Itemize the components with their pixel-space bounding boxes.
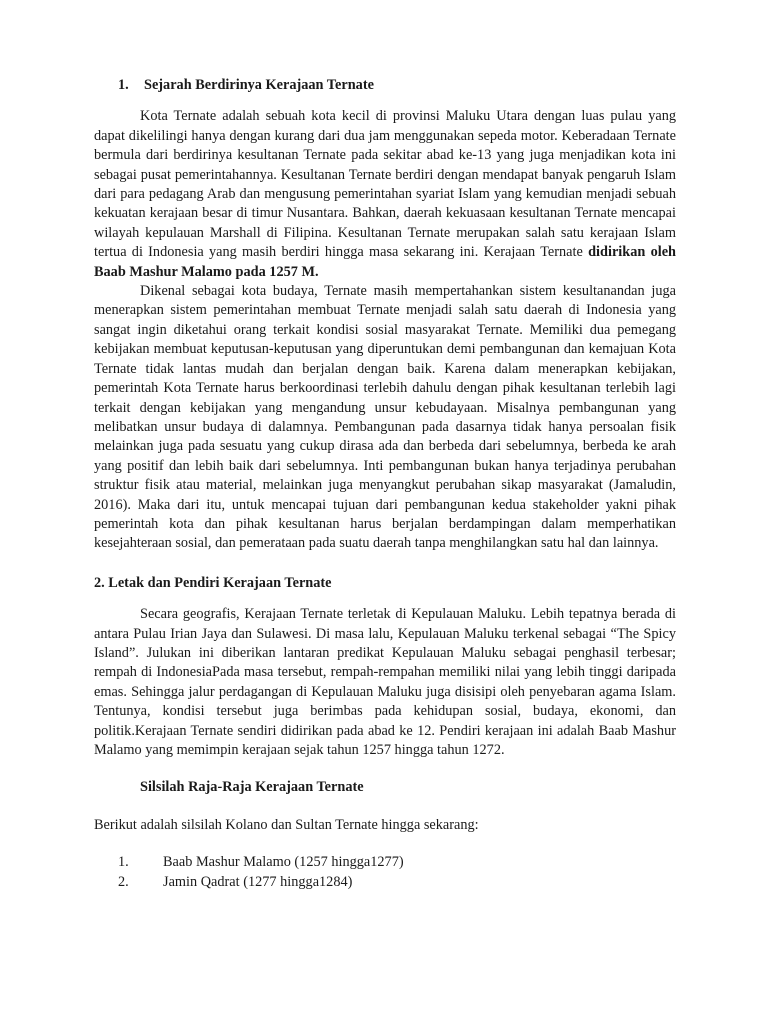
section-1-heading (94, 76, 676, 95)
section-1-paragraph-1-bold: didirikan oleh Baab Mashur Malamo pada 1257 M. (94, 244, 676, 280)
silsilah-intro: Berikut adalah silsilah Kolano dan Sultan Ternate hingga sekarang: (94, 816, 479, 833)
section-1-paragraph-1-text: Kota Ternate adalah sebuah kota kecil di provinsi Maluku Utara dengan luas pulau yang dapat dikelilingi hanya dengan kurang dari dua jam menggunakan sepeda motor. Keberadaan Ternate bermula dari berdirinya kesultanan Ternate pada sekitar abad ke-13 yang juga menjadikan kota ini sebagai pusat pemerintahannya. Kesultanan Ternate berdiri dengan mendapat banyak pengaruh Islam dari para pedagang Arab dan mengusung pemerintahan syariat Islam yang kemudian menjadi sebuah kekuatan kerajaan besar di timur Nusantara. Bahkan, daerah kekuasaan kesultanan Ternate mencapai wilayah kepulauan Marshall di Filipina. Kesultanan Ternate merupakan salah satu kerajaan Islam tertua di Indonesia yang masih berdiri hingga masa sekarang ini. Kerajaan Ternate (94, 108, 676, 261)
silsilah-heading: Silsilah Raja-Raja Kerajaan Ternate (140, 779, 364, 796)
list-item-number: 2. (118, 873, 129, 890)
section-1-title: Sejarah Berdirinya Kerajaan Ternate (144, 77, 374, 93)
section-1-paragraph-1 (94, 107, 676, 282)
section-2-heading: 2. Letak dan Pendiri Kerajaan Ternate (94, 574, 332, 591)
list-item-number: 1. (118, 854, 129, 871)
list-item (94, 873, 676, 892)
list-item (94, 853, 676, 872)
silsilah-list (94, 853, 676, 892)
section-1-number: 1. (118, 77, 129, 93)
list-item-text: Baab Mashur Malamo (1257 hingga1277) (163, 854, 404, 871)
section-1-paragraph-2: Dikenal sebagai kota budaya, Ternate masih mempertahankan sistem kesultanandan juga menerapkan sistem pemerintahan membuat Ternate menjadi salah satu daerah di Indonesia yang sangat ingin diketahui orang terkait kondisi sosial masyarakat Ternate. Memiliki dua pemegang kebijakan membuat keputusan-keputusan yang diperuntukan demi pembangunan dan kemajuan Kota Ternate tidak lantas mudah dan berjalan dengan baik. Karena dalam menerapkan kebijakan, pemerintah Kota Ternate harus berkoordinasi terlebih dahulu dengan pihak kesultanan terlebih lagi terkait dengan kebijakan yang mengandung unsur kebudayaan. Misalnya pembangunan yang melibatkan unsur budaya di dalamnya. Pembangunan pada dasarnya tidak hanya persoalan fisik melainkan juga pada sesuatu yang cukup dirasa ada dan berbeda dari sebelumnya, berbeda ke arah yang positif dan lebih baik dari sebelumnya. Inti pembangunan bukan hanya terjadinya perubahan struktur fisik atau material, melainkan juga menyangkut perubahan sikap masyarakat (Jamaludin, 2016). Maka dari itu, untuk mencapai tujuan dari pembangunan kedua stakeholder yakni pihak pemerintah kota dan pihak kesultanan harus berjalan berdampingan dalam memperhatikan kesejahteraan sosial, dan pemerataan pada suatu daerah tanpa menghilangkan satu hal dan lainnya. (94, 283, 676, 552)
list-item-text: Jamin Qadrat (1277 hingga1284) (163, 873, 353, 890)
section-2-paragraph: Secara geografis, Kerajaan Ternate terletak di Kepulauan Maluku. Lebih tepatnya berada di antara Pulau Irian Jaya dan Sulawesi. Di masa lalu, Kepulauan Maluku terkenal sebagai “The Spicy Island”. Julukan ini diberikan lantaran predikat Kepulauan Maluku sebagai penghasil terbesar; rempah di IndonesiaPada masa tersebut, rempah-rempahan memiliki nilai yang lebih tinggi daripada emas. Sehingga jalur perdagangan di Kepulauan Maluku juga disisipi oleh penyebaran agama Islam. Tentunya, kondisi tersebut juga berimbas pada kehidupan sosial, budaya, ekonomi, dan politik.Kerajaan Ternate sendiri didirikan pada abad ke 12. Pendiri kerajaan ini adalah Baab Mashur Malamo yang memimpin kerajaan sejak tahun 1257 hingga tahun 1272. (94, 606, 676, 758)
